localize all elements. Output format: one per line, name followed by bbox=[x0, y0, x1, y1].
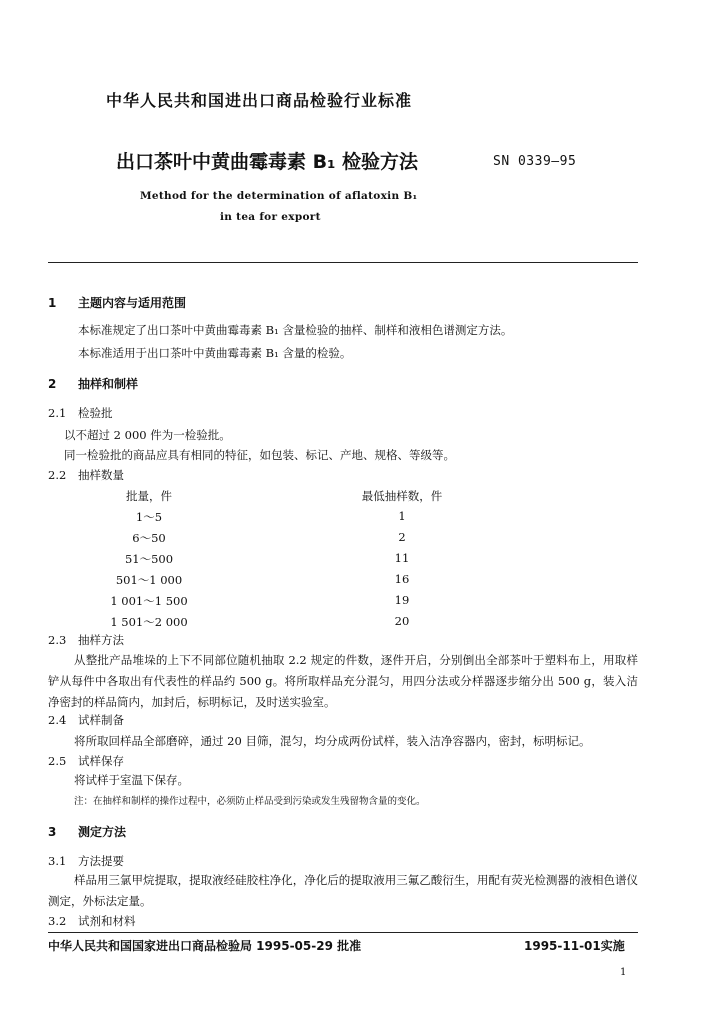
table-header-lot-size: 批量，件 bbox=[126, 489, 172, 503]
subsection-2-3-heading bbox=[48, 632, 124, 648]
paragraph: 样品用三氯甲烷提取，提取液经硅胶柱净化，净化后的提取液用三氟乙酸衍生，用配有荧光检测器的液相色谱仪测定，外标法定量。 bbox=[48, 873, 638, 908]
standard-category-header: 中华人民共和国进出口商品检验行业标准 bbox=[106, 91, 413, 110]
table-cell-samples: 19 bbox=[394, 593, 410, 607]
subsection-number: 2.4 bbox=[48, 713, 67, 727]
paragraph: 从整批产品堆垛的上下不同部位随机抽取 2.2 规定的件数，逐件开启，分别倒出全部茶叶于塑料布上，用取样铲从每件中各取出有代表性的样品约 500 g。将所取样品充分混匀，用四分法或分样器逐步缩分出 500 g，装入洁净密封的样品筒内，加封后，标明标记，及时送实验室。 bbox=[48, 653, 638, 709]
subsection-2-5-heading bbox=[48, 753, 124, 769]
subsection-number: 2.1 bbox=[48, 406, 67, 420]
english-title-line1: Method for the determination of aflatoxin B₁ bbox=[140, 190, 418, 202]
subsection-title: 抽样数量 bbox=[78, 468, 124, 482]
table-cell-lot: 6～50 bbox=[132, 531, 166, 545]
section-title: 抽样和制样 bbox=[78, 377, 139, 391]
subsection-number: 2.5 bbox=[48, 754, 67, 768]
paragraph: 本标准适用于出口茶叶中黄曲霉毒素 B₁ 含量的检验。 bbox=[78, 346, 352, 360]
section-3-heading bbox=[48, 823, 126, 840]
table-cell-lot: 1 001～1 500 bbox=[110, 594, 188, 608]
title-divider bbox=[48, 262, 638, 263]
english-title-line2: in tea for export bbox=[220, 211, 321, 223]
section-number: 1 bbox=[48, 296, 57, 310]
section-2-heading bbox=[48, 375, 138, 392]
section-number: 2 bbox=[48, 377, 57, 391]
subsection-title: 试样制备 bbox=[78, 713, 124, 727]
table-cell-samples: 1 bbox=[398, 509, 406, 523]
subsection-3-2-heading bbox=[48, 913, 136, 929]
subsection-title: 检验批 bbox=[78, 406, 113, 420]
footer-divider bbox=[48, 932, 638, 933]
subsection-3-1-heading bbox=[48, 853, 124, 869]
table-cell-samples: 20 bbox=[394, 614, 410, 628]
page-number: 1 bbox=[620, 967, 627, 978]
table-cell-lot: 1～5 bbox=[135, 510, 163, 524]
subsection-2-2-heading bbox=[48, 467, 124, 483]
paragraph: 将试样于室温下保存。 bbox=[74, 773, 189, 787]
table-cell-samples: 2 bbox=[398, 530, 406, 544]
table-cell-samples: 16 bbox=[394, 572, 410, 586]
standard-code: SN 0339—95 bbox=[493, 154, 577, 169]
document-title: 出口茶叶中黄曲霉毒素 B₁ 检验方法 bbox=[116, 151, 419, 173]
subsection-number: 3.2 bbox=[48, 914, 67, 928]
subsection-number: 2.2 bbox=[48, 468, 67, 482]
section-1-heading bbox=[48, 294, 186, 311]
table-header-min-samples: 最低抽样数，件 bbox=[361, 489, 443, 503]
subsection-title: 试样保存 bbox=[78, 754, 124, 768]
table-cell-lot: 1 501～2 000 bbox=[110, 615, 188, 629]
note: 注：在抽样和制样的操作过程中，必须防止样品受到污染或发生残留物含量的变化。 bbox=[74, 796, 426, 807]
paragraph: 本标准规定了出口茶叶中黄曲霉毒素 B₁ 含量检验的抽样、制样和液相色谱测定方法。 bbox=[78, 323, 513, 337]
paragraph: 同一检验批的商品应具有相同的特征，如包装、标记、产地、规格、等级等。 bbox=[64, 448, 455, 462]
approval-statement: 中华人民共和国国家进出口商品检验局 1995-05-29 批准 bbox=[48, 939, 362, 953]
paragraph: 以不超过 2 000 件为一检验批。 bbox=[64, 428, 231, 442]
subsection-title: 试剂和材料 bbox=[78, 914, 136, 928]
subsection-number: 2.3 bbox=[48, 633, 67, 647]
subsection-title: 方法提要 bbox=[78, 854, 124, 868]
implementation-date: 1995-11-01实施 bbox=[524, 939, 625, 953]
table-cell-samples: 11 bbox=[394, 551, 410, 565]
subsection-number: 3.1 bbox=[48, 854, 67, 868]
table-cell-lot: 501～1 000 bbox=[115, 573, 183, 587]
subsection-2-1-heading bbox=[48, 405, 113, 421]
section-title: 测定方法 bbox=[78, 825, 127, 839]
table-cell-lot: 51～500 bbox=[124, 552, 174, 566]
subsection-2-4-heading bbox=[48, 712, 124, 728]
paragraph: 将所取回样品全部磨碎，通过 20 目筛，混匀，均分成两份试样，装入洁净容器内，密封，标明标记。 bbox=[74, 734, 591, 748]
subsection-title: 抽样方法 bbox=[78, 633, 124, 647]
section-title: 主题内容与适用范围 bbox=[78, 296, 187, 310]
section-number: 3 bbox=[48, 825, 57, 839]
